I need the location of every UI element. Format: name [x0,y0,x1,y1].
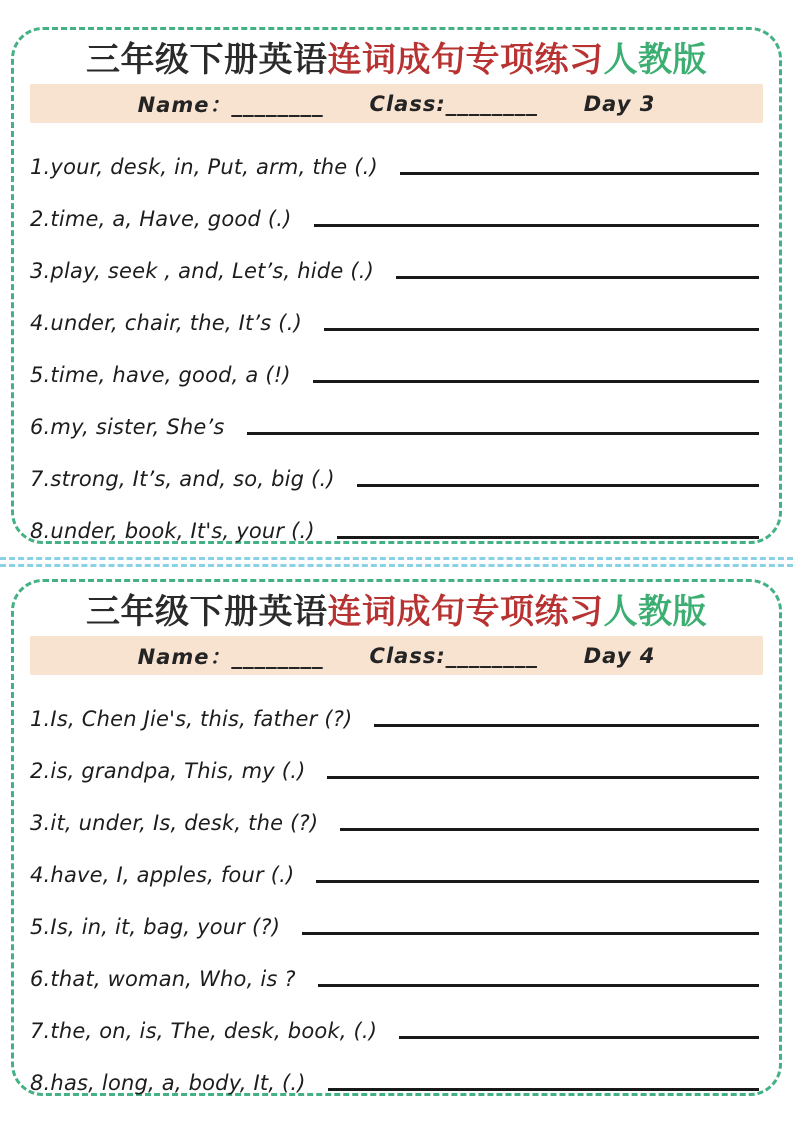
answer-blank-line [396,276,759,279]
worksheet-card-day3 [11,27,782,544]
exercise-text: 5.time, have, good, a (!) [30,363,291,388]
exercise-item [30,439,763,491]
exercise-text: 4.have, I, apples, four (.) [30,863,295,888]
worksheet-title [29,592,764,633]
exercise-text: 4.under, chair, the, It’s (.) [30,311,302,336]
answer-blank-line [324,328,759,331]
exercise-item [30,939,763,991]
answer-blank-line [302,932,759,935]
exercise-text: 5.Is, in, it, bag, your (?) [30,915,281,940]
exercise-text: 8.under, book, It's, your (.) [30,519,315,544]
exercise-text: 2.time, a, Have, good (.) [30,207,292,232]
exercise-item [30,335,763,387]
exercise-text: 7.strong, It’s, and, so, big (.) [30,467,335,492]
day-label: Day 3 [583,91,656,116]
class-blank: Class:________ [369,643,538,668]
class-blank: Class:________ [369,91,538,116]
worksheet-title [29,40,764,81]
answer-blank-line [399,1036,759,1039]
answer-blank-line [340,828,759,831]
exercise-text: 3.it, under, Is, desk, the (?) [30,811,319,836]
exercise-text: 3.play, seek , and, Let’s, hide (.) [30,259,374,284]
exercise-list [29,679,764,1095]
answer-blank-line [247,432,759,435]
exercise-item [30,835,763,887]
day-label: Day 4 [583,643,656,668]
name-class-day-bar [30,636,763,675]
exercise-text: 1.Is, Chen Jie's, this, father (?) [30,707,353,732]
title-topic: 连词成句专项练习 [327,40,604,80]
exercise-item [30,679,763,731]
name-blank: Name：________ [137,92,324,117]
answer-blank-line [357,484,759,487]
cut-line-divider [0,557,793,567]
answer-blank-line [316,880,759,883]
answer-blank-line [400,172,759,175]
answer-blank-line [313,380,759,383]
exercise-item [30,387,763,439]
title-edition: 人教版 [603,40,707,80]
title-course: 三年级下册英语 [86,592,328,632]
title-edition: 人教版 [603,592,707,632]
exercise-item [30,731,763,783]
name-blank: Name：________ [137,644,324,669]
exercise-item [30,991,763,1043]
title-topic: 连词成句专项练习 [327,592,604,632]
exercise-item [30,231,763,283]
exercise-text: 6.my, sister, She’s [30,415,225,440]
name-class-day-bar [30,84,763,123]
exercise-item [30,127,763,179]
exercise-item [30,179,763,231]
exercise-text: 1.your, desk, in, Put, arm, the (.) [30,155,378,180]
exercise-item [30,1043,763,1095]
answer-blank-line [327,776,759,779]
exercise-text: 8.has, long, a, body, It, (.) [30,1071,306,1096]
answer-blank-line [374,724,759,727]
exercise-text: 2.is, grandpa, This, my (.) [30,759,306,784]
exercise-item [30,887,763,939]
title-course: 三年级下册英语 [86,40,328,80]
exercise-text: 6.that, woman, Who, is ? [30,967,296,992]
exercise-item [30,783,763,835]
answer-blank-line [318,984,759,987]
answer-blank-line [337,536,759,539]
worksheet-card-day4 [11,579,782,1096]
exercise-list [29,127,764,543]
exercise-text: 7.the, on, is, The, desk, book, (.) [30,1019,378,1044]
answer-blank-line [328,1088,759,1091]
answer-blank-line [314,224,759,227]
exercise-item [30,491,763,543]
exercise-item [30,283,763,335]
